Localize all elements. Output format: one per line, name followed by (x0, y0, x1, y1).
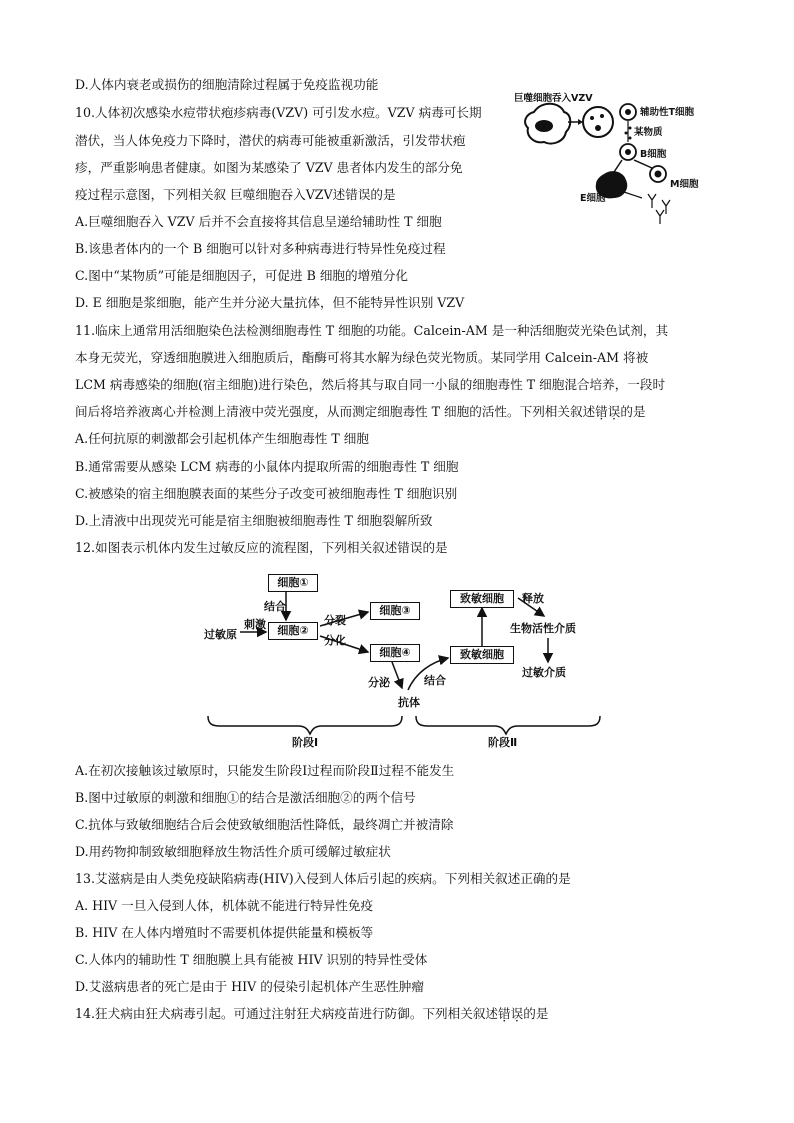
q9-option-d: D.人体内衰老或损伤的细胞清除过程属于免疫监视功能 (75, 77, 379, 92)
q12-option-d: D.用药物抑制致敏细胞释放生物活性介质可缓解过敏症状 (75, 844, 391, 859)
q12-option-c: C.抗体与致敏细胞结合后会使致敏细胞活性降低，最终凋亡并被清除 (75, 817, 454, 832)
helper-t-cell (583, 107, 613, 137)
q11-stem-line4 (75, 403, 719, 421)
q11-option-a: A.任何抗原的刺激都会引起机体产生细胞毒性 T 细胞 (75, 431, 369, 446)
box-cell2: 细胞② (268, 622, 318, 640)
label-mediator: 生物活性介质 (510, 622, 576, 635)
box-sensitized-cell-top: 致敏细胞 (450, 590, 514, 608)
q10-option-a: A.巨噬细胞吞入 VZV 后并不会直接将其信息呈递给辅助性 T 细胞 (75, 214, 442, 229)
box-cell1: 细胞① (268, 574, 318, 592)
q14-stem-end: 的是 (523, 1006, 549, 1021)
q11-option-c: C.被感染的宿主细胞膜表面的某些分子改变可被细胞毒性 T 细胞识别 (75, 486, 458, 501)
label-stage2: 阶段Ⅱ (488, 736, 518, 749)
q10-stem-line3: 疹，严重影响患者健康。如图为某感染了 VZV 患者体内发生的部分免 (75, 160, 463, 175)
q10-option-d: D. E 细胞是浆细胞，能产生并分泌大量抗体，但不能特异性识别 VZV (75, 295, 465, 310)
q13-stem: 13.艾滋病是由人类免疫缺陷病毒(HIV)入侵到人体后引起的疾病。下列相关叙述正确的是 (75, 871, 571, 886)
q11-option-d: D.上清液中出现荧光可能是宿主细胞被细胞毒性 T 细胞裂解所致 (75, 513, 433, 528)
label-stimulate: 刺激 (244, 618, 266, 631)
label-helper-t: 辅助性T细胞 (640, 107, 694, 118)
label-allergen: 过敏原 (204, 628, 237, 641)
q10-stem-line2: 潜伏，当人体免疫力下降时，潜伏的病毒可能被重新激活，引发带状疱 (75, 133, 466, 148)
label-m-cell: M细胞 (670, 179, 699, 190)
q10-option-c: C.图中“某物质”可能是细胞因子，可促进 B 细胞的增殖分化 (75, 268, 408, 283)
q10-stem-line4: 疫过程示意图，下列相关叙 巨噬细胞吞入VZV述错误的是 (75, 187, 396, 202)
label-secrete: 分泌 (368, 676, 390, 689)
stage2-brace (416, 716, 600, 734)
q14-stem-text: 14.狂犬病由狂犬病毒引起。可通过注射狂犬病疫苗进行防御。下列相关叙述 (75, 1006, 499, 1021)
label-macrophage: 巨噬细胞吞入VZV (514, 93, 593, 104)
q13-option-b: B. HIV 在人体内增殖时不需要机体提供能量和模板等 (75, 925, 374, 940)
label-divide: 分裂 (324, 614, 346, 627)
label-allergy-mediator: 过敏介质 (522, 666, 566, 679)
label-release: 释放 (522, 592, 544, 605)
q11-stem-line2: 本身无荧光，穿透细胞膜进入细胞质后，酯酶可将其水解为绿色荧光物质。某同学用 Calcein-AM 将被 (75, 350, 649, 365)
q11-stem-line3: LCM 病毒感染的细胞(宿主细胞)进行染色，然后将其与取自同一小鼠的细胞毒性 T 细胞混合培养，一段时 (75, 377, 666, 392)
emphasis-char-1: 错 (595, 404, 608, 419)
q10-stem-line1: 10.人体初次感染水痘带状疱疹病毒(VZV) 可引发水痘。VZV 病毒可长期 (75, 105, 482, 120)
antibody-y1 (648, 194, 656, 208)
label-b-cell: B细胞 (640, 149, 667, 160)
macrophage-nucleus (535, 120, 553, 132)
q11-line4-text: 间后将培养液离心并检测上清液中荧光强度，从而测定细胞毒性 T 细胞的活性。下列相关叙述 (75, 404, 596, 419)
q11-option-b: B.通常需要从感染 LCM 病毒的小鼠体内提取所需的细胞毒性 T 细胞 (75, 459, 459, 474)
q10-option-b: B.该患者体内的一个 B 细胞可以针对多种病毒进行特异性免疫过程 (75, 241, 446, 256)
box-cell4: 细胞④ (370, 644, 420, 662)
q12-option-a: A.在初次接触该过敏原时，只能发生阶段Ⅰ过程而阶段Ⅱ过程不能发生 (75, 763, 455, 778)
emphasis-char-4: 误 (510, 1006, 524, 1021)
q12-stem: 12.如图表示机体内发生过敏反应的流程图，下列相关叙述错误的是 (75, 540, 448, 555)
q13-option-a: A. HIV 一旦入侵到人体，机体就不能进行特异性免疫 (75, 898, 374, 913)
stage1-brace (208, 716, 402, 734)
emphasis-char-2: 误 (607, 404, 621, 419)
label-stage1: 阶段Ⅰ (292, 736, 319, 749)
q12-option-b: B.图中过敏原的刺激和细胞①的结合是激活细胞②的两个信号 (75, 790, 416, 805)
emphasis-char-3: 错 (498, 1006, 511, 1021)
allergy-flowchart (202, 566, 612, 751)
label-bind2: 结合 (424, 674, 446, 687)
q11-stem-line1: 11.临床上通常用活细胞染色法检测细胞毒性 T 细胞的功能。Calcein-AM 是一种活细胞荧光染色试剂，其 (75, 323, 669, 338)
q11-line4-end: 的是 (620, 404, 646, 419)
box-sensitized-cell-bottom: 致敏细胞 (450, 646, 514, 664)
box-cell3: 细胞③ (370, 602, 420, 620)
q13-option-c: C.人体内的辅助性 T 细胞膜上具有能被 HIV 识别的特异性受体 (75, 952, 428, 967)
label-antibody: 抗体 (398, 696, 420, 709)
q14-stem (75, 1005, 719, 1023)
label-e-cell: E细胞 (580, 193, 606, 204)
q13-option-d: D.艾滋病患者的死亡是由于 HIV 的侵染引起机体产生恶性肿瘤 (75, 979, 424, 994)
label-bind1: 结合 (264, 600, 286, 613)
label-differentiate: 分化 (324, 634, 346, 647)
label-substance: 某物质 (634, 127, 663, 138)
